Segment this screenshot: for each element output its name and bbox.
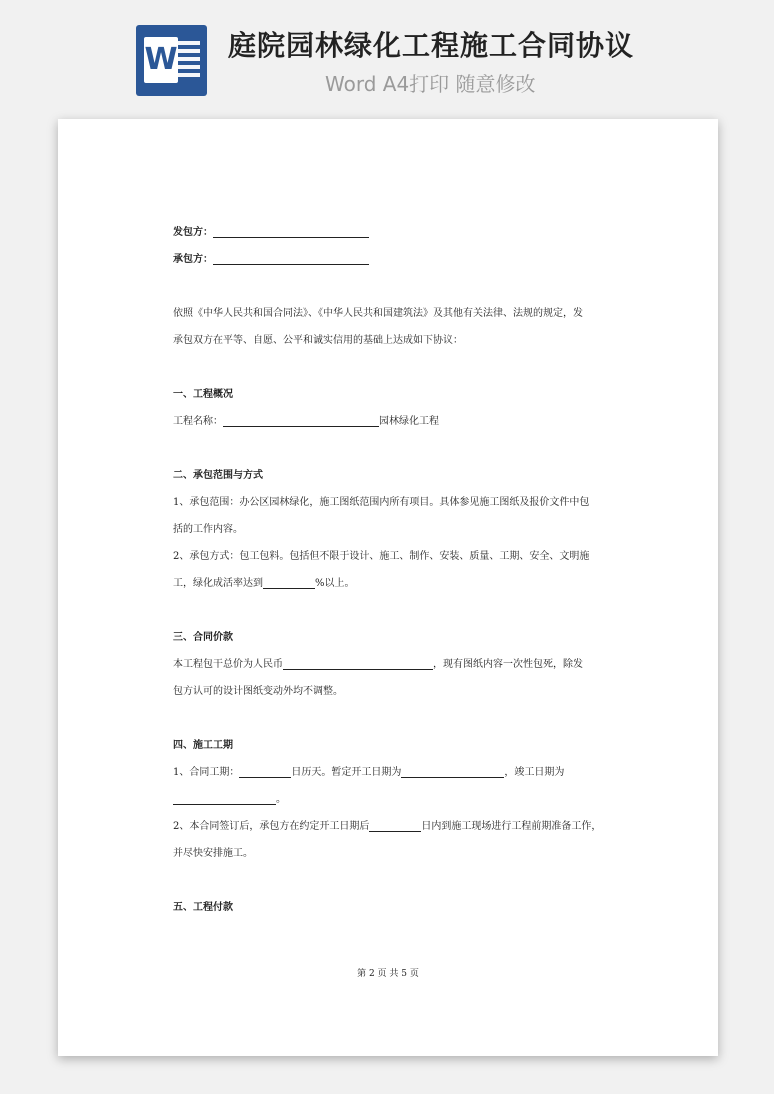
- project-name-blank[interactable]: [223, 416, 379, 427]
- word-logo-letter: W: [144, 37, 178, 83]
- intro-line-1: 依照《中华人民共和国合同法》、《中华人民共和国建筑法》及其他有关法律、法规的规定，发: [173, 308, 583, 319]
- price-blank[interactable]: [283, 659, 433, 670]
- duration-line-1: [173, 763, 564, 778]
- project-name-label: 工程名称：: [173, 416, 223, 427]
- price-text-a: 本工程包干总价为人民币: [173, 659, 283, 670]
- price-line-2: 包方认可的设计图纸变动外均不调整。: [173, 686, 343, 697]
- word-icon: [136, 25, 207, 96]
- page-footer: 第 2 页 共 5 页: [357, 969, 419, 979]
- section-2-title: 二、承包范围与方式: [173, 470, 263, 481]
- watermark: [89, 482, 106, 507]
- prep-text-a: 2、本合同签订后，承包方在约定开工日期后: [173, 821, 370, 832]
- page-subtitle: Word A4打印 随意修改: [325, 72, 536, 96]
- scope-line-1: 1、承包范围：办公区园林绿化，施工图纸范围内所有项目。具体参见施工图纸及报价文件中包: [173, 497, 590, 508]
- party-a-blank[interactable]: [213, 227, 369, 238]
- section-1-title: 一、工程概况: [173, 389, 233, 400]
- page-title: 庭院园林绿化工程施工合同协议: [228, 29, 635, 62]
- project-name-suffix: 园林绿化工程: [379, 416, 439, 427]
- scope-line-2: 括的工作内容。: [173, 524, 243, 535]
- price-text-b: ，现有图纸内容一次性包死，除发: [433, 659, 583, 670]
- duration-days-blank[interactable]: [239, 767, 291, 778]
- survival-rate-blank[interactable]: [263, 578, 315, 589]
- method-text-a: 工，绿化成活率达到: [173, 578, 263, 589]
- section-4-title: 四、施工工期: [173, 740, 233, 751]
- method-text-b: %以上。: [315, 578, 355, 589]
- duration-text-c: ，竣工日期为: [504, 767, 565, 778]
- party-b-blank[interactable]: [213, 254, 369, 265]
- section-5-title: 五、工程付款: [173, 902, 233, 913]
- project-name-line: [173, 412, 439, 427]
- prep-line-1: [173, 817, 601, 832]
- duration-text-b: 日历天。暂定开工日期为: [291, 767, 402, 778]
- method-line-2: [173, 574, 355, 589]
- party-a-label: 发包方：: [173, 227, 213, 238]
- document-page: [58, 119, 718, 1056]
- duration-text-a: 1、合同工期：: [173, 767, 240, 778]
- end-date-blank[interactable]: [173, 794, 276, 805]
- start-date-blank[interactable]: [401, 767, 504, 778]
- header: [0, 0, 774, 110]
- duration-line-2: [173, 790, 286, 805]
- method-line-1: 2、承包方式：包工包料。包括但不限于设计、施工、制作、安装、质量、工期、安全、文明施: [173, 551, 590, 562]
- prep-line-2: 并尽快安排施工。: [173, 848, 253, 859]
- prep-text-b: 日内到施工现场进行工程前期准备工作，: [421, 821, 602, 832]
- prep-days-blank[interactable]: [369, 821, 421, 832]
- price-line-1: [173, 655, 583, 670]
- intro-line-2: 承包双方在平等、自愿、公平和诚实信用的基础上达成如下协议：: [173, 335, 463, 346]
- duration-end: 。: [276, 794, 286, 805]
- party-a-line: [173, 223, 369, 238]
- section-3-title: 三、合同价款: [173, 632, 233, 643]
- party-b-line: [173, 250, 369, 265]
- party-b-label: 承包方：: [173, 254, 213, 265]
